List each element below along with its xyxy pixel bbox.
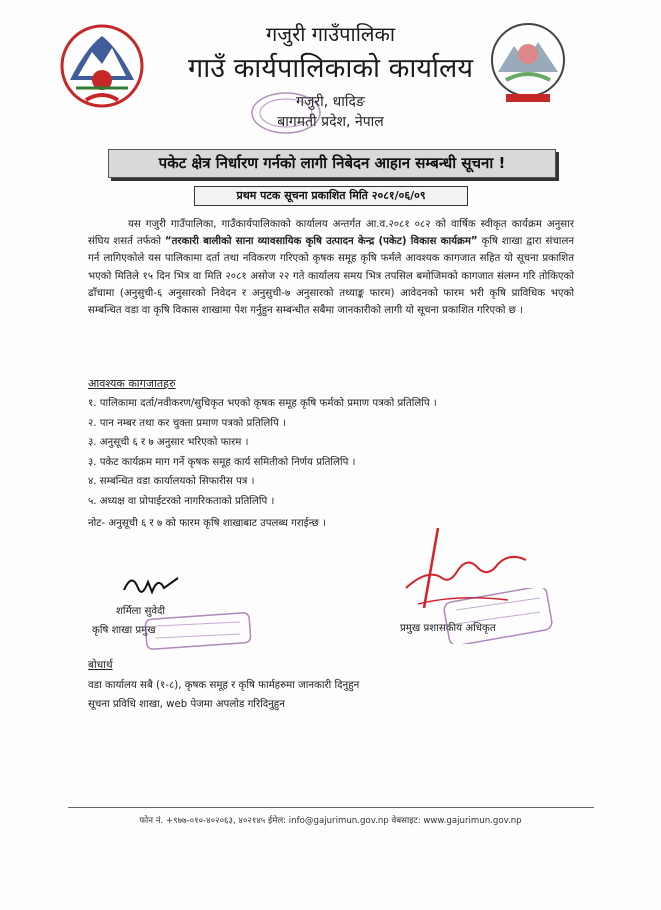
right-stamp (440, 588, 556, 644)
office-name: गाउँ कार्यपालिकाको कार्यालय (188, 53, 473, 84)
list-item: २. पान नम्बर तथा कर चुक्ता प्रमाण पत्रको प्रतिलिपि । (88, 417, 286, 429)
body-text-2: कृषि शाखा द्वारा संचालन गर्न लागिएकोले यस पालिकामा दर्ता तथा नविकरण गरिएको कृषक समूह कृषि फर्मले आवश्यक कागजात सहित यो सूचना प्रकाशित भएको मितिले १५ दिन भित्र वा मिति २०८१ असोज २२ गते कार्यालय समय भित्र तपसिल बमोजिमको कागजात संलग्न गरि तोकिएको ढाँचामा (अनुसुची-६ अनुसारको निवेदन र अनुसुची-७ अनुसारको तथ्याङ्क फारम) आवेदनको फारम भरी कृषि प्राविधिक भएको सम्बन्धित वडा वा कृषि विकास शाखामा पेश गर्नुहुन सम्बन्धीत सबैमा जानकारीको लागी यो सूचना प्रकाशित गरिएको छ । (88, 236, 574, 317)
list-item: ३. अनुसूची ६ र ७ अनुसार भरिएको फारम । (88, 437, 249, 448)
documents-heading: आवश्यक कागजातहरु (88, 377, 176, 390)
footer-divider (68, 807, 594, 808)
left-stamp (142, 612, 254, 650)
left-signatory-role: कृषि शाखा प्रमुख (92, 625, 156, 636)
list-item: ५. अध्यक्ष वा प्रोपाईटरको नागरिकताको प्रतिलिपि । (88, 495, 275, 507)
body-text-1: यस गजुरी गाउँपालिका, गाउँकार्यपालिकाको कार्यालय अन्तर्गत आ.व.२०८१ ०८२ को वार्षिक स्वीकृत कार्यक्रम अनुसार संघिय शसर्त तर्फको (88, 219, 574, 248)
left-signatory-name: शर्मिला सुवेदी (116, 606, 166, 617)
office-location: गजुरी, धादिङ (296, 94, 365, 110)
right-signatory-role: प्रमुख प्रशासकीय अधिकृत (400, 623, 496, 634)
footer-contact: फोन नं. +९७७-०१०-४०२०६३, ४०२१४५ ईमेल: info@gajurimun.gov.np वेबसाइट: www.gajurimun.gov.np (139, 816, 522, 826)
publish-date-label: प्रथम पटक सूचना प्रकाशित मिति २०८१/०६/०९ (194, 186, 468, 206)
notice-body (88, 216, 574, 319)
municipality-name: गजुरी गाउँपालिका (265, 22, 396, 46)
documents-list (88, 394, 568, 511)
program-name: “तरकारी बालीको साना व्यावसायिक कृषि उत्पादन केन्द्र (पकेट) विकास कार्यक्रम” (164, 236, 478, 248)
cc-line-1: वडा कार्यालय सबै (१-८), कृषक समूह र कृषि फार्महरुमा जानकारी दिनुहुन (88, 680, 360, 691)
cc-line-2: सूचना प्रविधि शाखा, web पेजमा अपलोड गरिदिनुहुन (88, 699, 285, 710)
notice-title-banner: पकेट क्षेत्र निर्धारण गर्नको लागी निबेदन आहान सम्बन्धी सूचना ! (108, 149, 556, 178)
left-signature (118, 568, 188, 604)
note-text: नोट- अनुसूची ६ र ७ को फारम कृषि शाखाबाट उपलब्ध गराईन्छ । (88, 518, 326, 529)
cc-heading: बोधार्थ (88, 659, 113, 671)
list-item: ३. पकेट कार्यक्रम माग गर्ने कृषक समूह कार्य समितीको निर्णय प्रतिलिपि । (88, 456, 356, 468)
list-item: १. पालिकामा दर्ता/नवीकरण/सुचिकृत भएको कृषक समूह कृषि फर्मको प्रमाण पत्रको प्रतिलिपि । (88, 398, 437, 409)
office-stamp-top (248, 88, 324, 138)
office-province: बागमती प्रदेश, नेपाल (277, 114, 384, 130)
list-item: ४. सम्बन्धित वडा कार्यालयको सिफारीस पत्र । (88, 476, 255, 487)
